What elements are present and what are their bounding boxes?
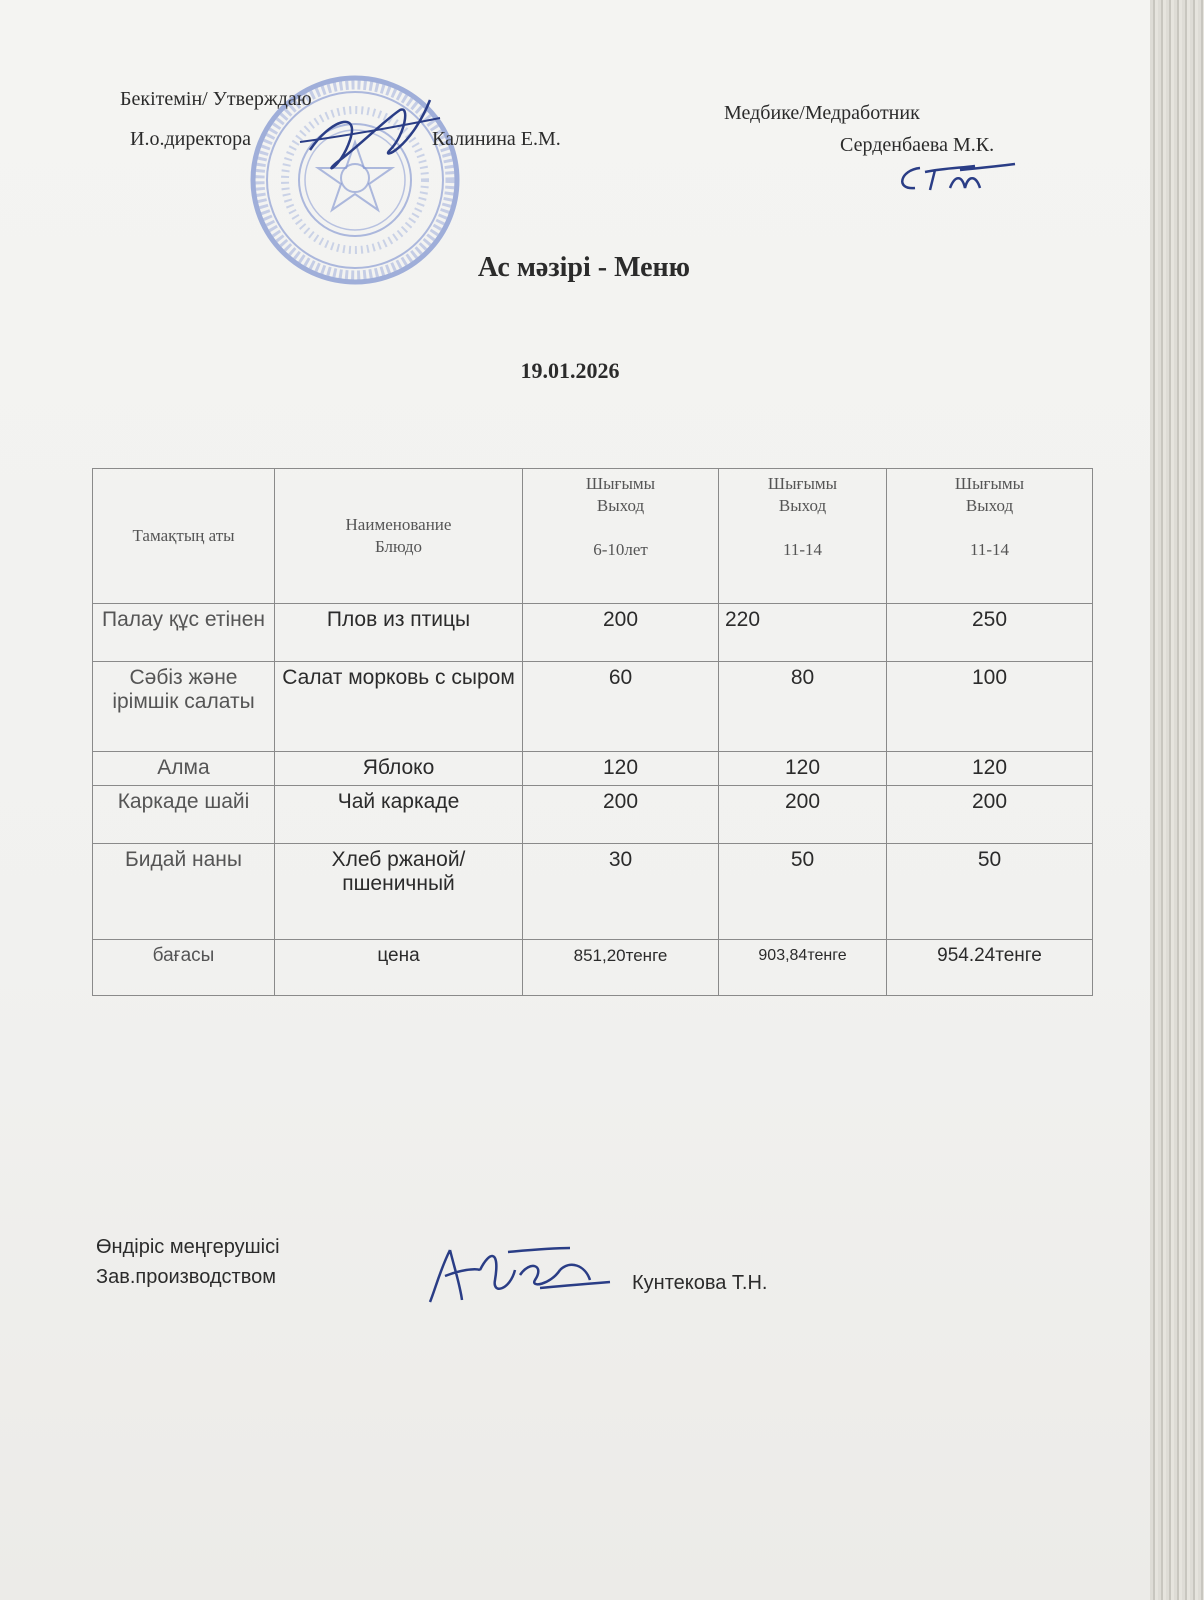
dish-name-kk: Алма <box>93 752 275 786</box>
director-label: И.о.директора <box>130 128 252 150</box>
dish-name-ru: Яблоко <box>275 752 523 786</box>
output-6-10: 60 <box>523 662 719 752</box>
footer-role-ru: Зав.производством <box>96 1266 276 1288</box>
output-11-14-a: 80 <box>719 662 887 752</box>
output-6-10: 30 <box>523 844 719 940</box>
dish-name-ru: Плов из птицы <box>275 604 523 662</box>
director-name: Калинина Е.М. <box>432 128 561 150</box>
column-header-output-11-14-a: Шығымы Выход 11-14 <box>719 469 887 604</box>
dish-name-ru: Хлеб ржаной/пшеничный <box>275 844 523 940</box>
price-label-kk: бағасы <box>93 940 275 996</box>
paper-stack-edge <box>1150 0 1204 1600</box>
dish-name-kk: Каркаде шайі <box>93 786 275 844</box>
document-title: Ас мәзірі - Меню <box>477 252 691 283</box>
output-11-14-b: 50 <box>887 844 1093 940</box>
output-6-10: 200 <box>523 604 719 662</box>
output-11-14-a: 200 <box>719 786 887 844</box>
table-row <box>93 844 1093 940</box>
output-11-14-a: 120 <box>719 752 887 786</box>
table-row-price <box>93 940 1093 996</box>
table-row <box>93 786 1093 844</box>
column-header-output-6-10: Шығымы Выход 6-10лет <box>523 469 719 604</box>
column-header-kk: Тамақтың аты <box>93 469 275 604</box>
nurse-signature <box>890 160 1020 200</box>
document-date: 19.01.2026 <box>520 358 620 383</box>
table-header-row <box>93 469 1093 604</box>
dish-name-kk: Палау құс етінен <box>93 604 275 662</box>
menu-table <box>92 468 1093 996</box>
table-row <box>93 604 1093 662</box>
price-11-14-a: 903,84тенге <box>719 940 887 996</box>
column-header-ru: Наименование Блюдо <box>275 469 523 604</box>
output-11-14-b: 250 <box>887 604 1093 662</box>
table-row <box>93 662 1093 752</box>
director-signature <box>290 80 450 190</box>
output-11-14-b: 200 <box>887 786 1093 844</box>
nurse-name: Серденбаева М.К. <box>840 134 995 156</box>
dish-name-ru: Салат морковь с сыром <box>275 662 523 752</box>
manager-signature <box>420 1240 620 1310</box>
dish-name-kk: Бидай наны <box>93 844 275 940</box>
footer-role-kk: Өндіріс меңгерушісі <box>96 1236 280 1258</box>
price-label-ru: цена <box>275 940 523 996</box>
output-6-10: 200 <box>523 786 719 844</box>
dish-name-ru: Чай каркаде <box>275 786 523 844</box>
footer-name: Кунтекова Т.Н. <box>632 1272 768 1294</box>
output-11-14-a: 50 <box>719 844 887 940</box>
dish-name-kk: Сәбіз және ірімшік салаты <box>93 662 275 752</box>
output-11-14-b: 120 <box>887 752 1093 786</box>
table-row <box>93 752 1093 786</box>
column-header-output-11-14-b: Шығымы Выход 11-14 <box>887 469 1093 604</box>
output-11-14-b: 100 <box>887 662 1093 752</box>
price-6-10: 851,20тенге <box>523 940 719 996</box>
nurse-label: Медбике/Медработник <box>724 102 920 124</box>
approve-label: Бекітемін/ Утверждаю <box>120 88 312 110</box>
output-11-14-a: 220 <box>719 604 887 662</box>
output-6-10: 120 <box>523 752 719 786</box>
price-11-14-b: 954.24тенге <box>887 940 1093 996</box>
